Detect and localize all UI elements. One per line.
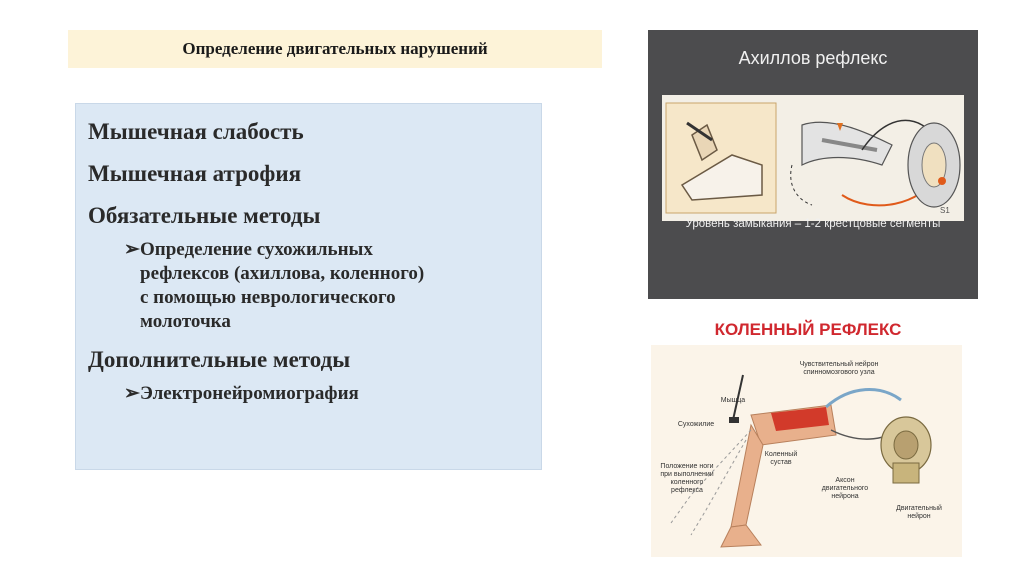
subitem-emg-text: Электронейромиография — [140, 383, 359, 404]
item-mandatory-methods: Обязательные методы — [88, 203, 321, 228]
label-motor-neuron: Двигательный нейрон — [896, 505, 942, 520]
knee-reflex-title: КОЛЕННЫЙ РЕФЛЕКС — [714, 320, 902, 339]
slide-title: Определение двигательных нарушений — [182, 39, 488, 58]
knee-reflex-image — [651, 345, 962, 557]
achilles-illustration — [662, 95, 964, 221]
achilles-title: Ахиллов рефлекс — [738, 48, 888, 68]
achilles-reflex-drawing — [662, 95, 964, 221]
label-sensory-neuron: Чувствительный нейрон спинномозгового узла — [799, 361, 879, 376]
label-knee-joint: Коленный сустав — [764, 451, 798, 466]
arrow-bullet-icon: ➢ — [124, 239, 140, 260]
achilles-caption: Уровень замыкания – 1-2 крестцовые сегменты — [685, 218, 941, 230]
achilles-reflex-image — [648, 30, 978, 299]
content-panel — [75, 103, 542, 470]
segment-label: S1 — [940, 206, 950, 215]
slide-title-box — [68, 30, 602, 68]
item-additional-methods: Дополнительные методы — [88, 347, 351, 372]
label-motor-axon: Аксон двигательного нейрона — [821, 477, 869, 500]
subitem-emg — [124, 382, 531, 406]
item-muscle-atrophy: Мышечная атрофия — [88, 161, 302, 186]
label-leg-position: Положение ноги при выполнении коленного рефлекса — [660, 463, 714, 494]
subitem-reflex-test — [124, 238, 531, 334]
label-tendon: Сухожилие — [677, 421, 715, 428]
subitem-reflex-test-text: Определение сухожильных рефлексов (ахиллова, коленного) с помощью неврологического молоточка — [140, 239, 425, 332]
label-muscle: Мышца — [720, 397, 746, 404]
item-muscle-weakness: Мышечная слабость — [88, 119, 304, 144]
arrow-bullet-icon: ➢ — [124, 383, 140, 404]
